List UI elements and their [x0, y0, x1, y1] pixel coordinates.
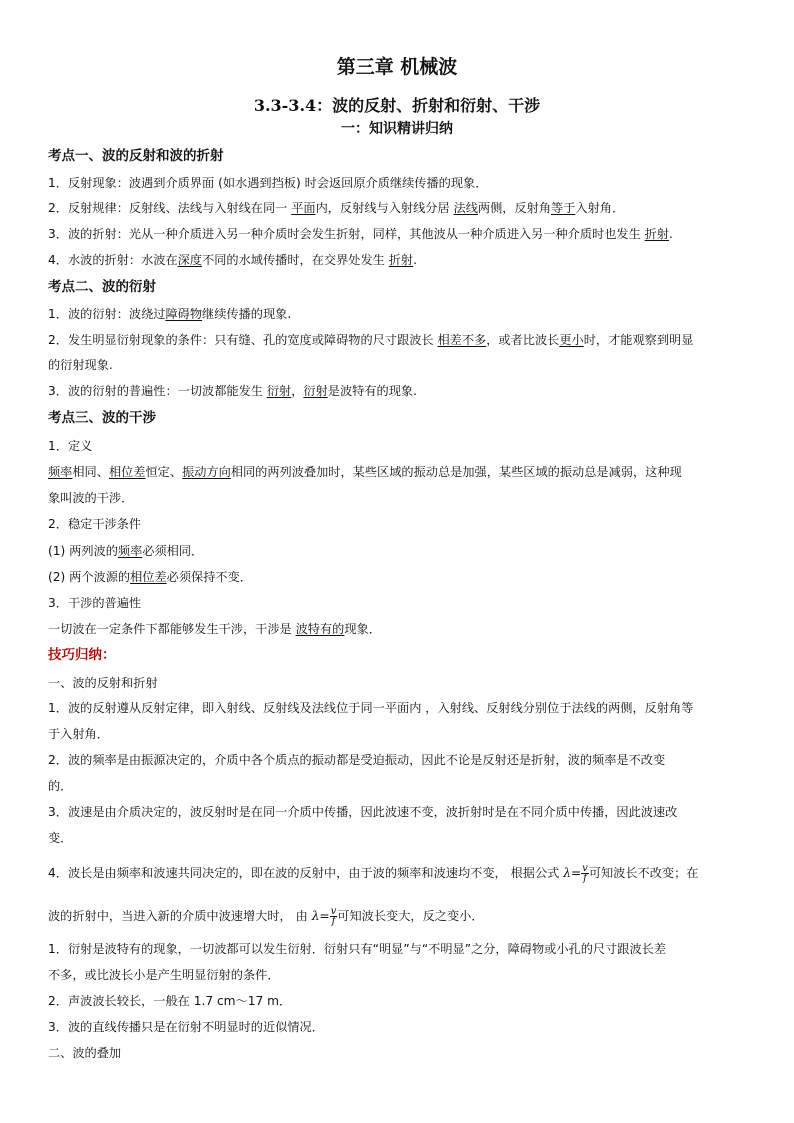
- kp1-line4: 4．水波的折射：水波在深度不同的水域传播时，在交界处发生 折射.: [48, 253, 417, 267]
- tips-p3-cont: 变．: [48, 831, 73, 845]
- kp3-heading: 考点三、波的干涉: [48, 410, 156, 426]
- kp2-heading: 考点二、波的衍射: [48, 279, 156, 295]
- kp2-line3: 3．波的衍射的普遍性：一切波都能发生 衍射，衍射是波特有的现象.: [48, 384, 417, 398]
- kp3-line2: 频率相同、相位差恒定、振动方向相同的两列波叠加时，某些区域的振动总是加强，某些区域的振动总是减弱，这种现: [48, 465, 682, 479]
- tips-p1: 1．波的反射遵从反射定律，即入射线、反射线及法线位于同一平面内 ，入射线、反射线分别位于法线的两侧，反射角等: [48, 701, 694, 715]
- formula-lambda-2: λ: [311, 909, 320, 923]
- tips-q1: 1．衍射是波特有的现象，一切波都可以发生衍射．衍射只有“明显”与“不明显”之分，障碍物或小孔的尺寸跟波长差: [48, 942, 667, 956]
- kp2-line2: 2．发生明显衍射现象的条件：只有缝、孔的宽度或障碍物的尺寸跟波长 相差不多，或者比波长更小时，才能观察到明显: [48, 333, 694, 347]
- kp2-line2-cont: 的衍射现象.: [48, 358, 113, 372]
- kp3-line1: 1．定义: [48, 439, 93, 453]
- subtitle: 一：知识精讲归纳: [341, 121, 453, 137]
- tips-q2: 2．声波波长较长，一般在 1.7 cm～17 m．: [48, 994, 292, 1008]
- chapter-title: 第三章 机械波: [336, 56, 458, 78]
- tips-q3: 3．波的直线传播只是在衍射不明显时的近似情况．: [48, 1020, 324, 1034]
- kp3-line3: 象叫波的干涉．: [48, 491, 134, 505]
- tips-heading: 技巧归纳：: [48, 647, 116, 663]
- tips-p3: 3．波速是由介质决定的，波反射时是在同一介质中传播，因此波速不变，波折射时是在不同介质中传播，因此波速改: [48, 805, 678, 819]
- kp1-line1: 1．反射现象：波遇到介质界面 (如水遇到挡板) 时会返回原介质继续传播的现象．: [48, 176, 488, 190]
- kp2-line1: 1．波的衍射：波绕过障碍物继续传播的现象.: [48, 307, 292, 321]
- kp1-line2: 2．反射规律：反射线、法线与入射线在同一 平面内，反射线与入射线分居 法线两侧，反射角等于入射角．: [48, 201, 625, 215]
- kp3-line4: 2．稳定干涉条件: [48, 517, 142, 531]
- kp1-heading: 考点一、波的反射和波的折射: [48, 148, 224, 164]
- kp1-line3: 3．波的折射：光从一种介质进入另一种介质时会发生折射，同样，其他波从一种介质进入另一种介质时也发生 折射.: [48, 227, 673, 241]
- tips-p4: 4．波长是由频率和波速共同决定的，即在波的反射中，由于波的频率和波速均不变， 根据公式 λ= $\frac{v}{f}$ 可知波长不改变；在: [48, 863, 699, 884]
- tips-q1-cont: 不多，或比波长小是产生明显衍射的条件．: [48, 968, 280, 982]
- formula-fraction: $\frac{v}{f}$: [582, 863, 588, 884]
- kp3-line6: (2) 两个波源的相位差必须保持不变．: [48, 570, 252, 584]
- kp3-line7: 3．干涉的普遍性: [48, 596, 142, 610]
- tips-subheading-1: 一、波的反射和折射: [48, 676, 158, 690]
- tips-p2: 2．波的频率是由振源决定的，介质中各个质点的振动都是受迫振动，因此不论是反射还是折射，波的频率是不改变: [48, 753, 666, 767]
- formula-lambda: λ: [563, 866, 571, 880]
- tips-p1-cont: 于入射角．: [48, 727, 109, 741]
- tips-subheading-2: 二、波的叠加: [48, 1046, 122, 1060]
- kp3-line8: 一切波在一定条件下都能够发生干涉，干涉是 波特有的现象．: [48, 622, 381, 636]
- section-title: 3.3-3.4：波的反射、折射和衍射、干涉: [253, 96, 541, 115]
- kp3-line5: (1) 两列波的频率必须相同．: [48, 544, 204, 558]
- formula-fraction-2: $\frac{v}{f}$: [330, 906, 337, 927]
- tips-p2-cont: 的．: [48, 779, 73, 793]
- tips-p5: 波的折射中，当进入新的介质中波速增大时， 由 λ= $\frac{v}{f}$ 可知波长变大，反之变小．: [48, 906, 484, 927]
